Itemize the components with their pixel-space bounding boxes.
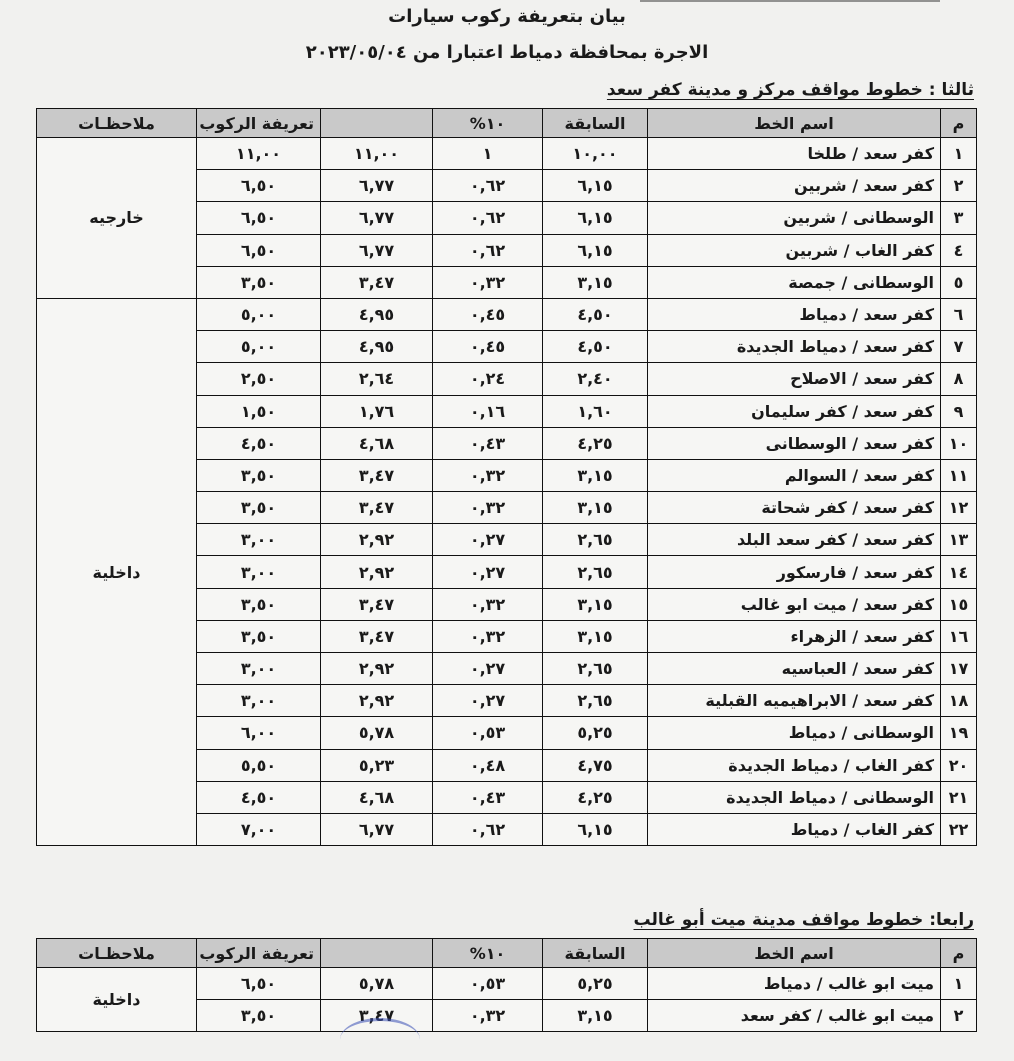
previous-fare: ٣,١٥ bbox=[543, 492, 648, 524]
calculated-fare: ٤,٦٨ bbox=[321, 781, 433, 813]
row-number: ١ bbox=[941, 968, 977, 1000]
new-fare: ٦,٥٠ bbox=[197, 202, 321, 234]
line-name: كفر سعد / الوسطانى bbox=[648, 427, 941, 459]
previous-fare: ٤,٥٠ bbox=[543, 331, 648, 363]
line-name: كفر سعد / الابراهيميه القبلية bbox=[648, 685, 941, 717]
ten-percent-value: ٠,٤٥ bbox=[433, 298, 543, 330]
calculated-fare: ٦,٧٧ bbox=[321, 234, 433, 266]
ten-percent-value: ٠,٦٢ bbox=[433, 813, 543, 845]
new-fare: ٦,٥٠ bbox=[197, 968, 321, 1000]
notes-cell: داخلية bbox=[37, 968, 197, 1032]
previous-fare: ٢,٦٥ bbox=[543, 524, 648, 556]
ten-percent-value: ٠,٤٣ bbox=[433, 781, 543, 813]
new-fare: ٣,٥٠ bbox=[197, 1000, 321, 1032]
line-name: كفر سعد / فارسكور bbox=[648, 556, 941, 588]
ten-percent-value: ٠,١٦ bbox=[433, 395, 543, 427]
calculated-fare: ٥,٧٨ bbox=[321, 717, 433, 749]
calculated-fare: ٦,٧٧ bbox=[321, 813, 433, 845]
line-name: كفر سعد / كفر سليمان bbox=[648, 395, 941, 427]
previous-fare: ١,٦٠ bbox=[543, 395, 648, 427]
calculated-fare: ٥,٧٨ bbox=[321, 968, 433, 1000]
table-header-row bbox=[37, 939, 977, 968]
row-number: ١١ bbox=[941, 459, 977, 491]
ten-percent-value: ٠,٤٣ bbox=[433, 427, 543, 459]
col-header-no: م bbox=[941, 939, 977, 968]
row-number: ١٢ bbox=[941, 492, 977, 524]
previous-fare: ٦,١٥ bbox=[543, 202, 648, 234]
line-name: كفر سعد / كفر شحاتة bbox=[648, 492, 941, 524]
calculated-fare: ٣,٤٧ bbox=[321, 266, 433, 298]
line-name: الوسطانى / شربين bbox=[648, 202, 941, 234]
line-name: كفر سعد / دمياط الجديدة bbox=[648, 331, 941, 363]
col-header-calculated bbox=[321, 109, 433, 138]
new-fare: ٣,٥٠ bbox=[197, 588, 321, 620]
calculated-fare: ٤,٦٨ bbox=[321, 427, 433, 459]
calculated-fare: ٥,٢٣ bbox=[321, 749, 433, 781]
new-fare: ٢,٥٠ bbox=[197, 363, 321, 395]
calculated-fare: ٤,٩٥ bbox=[321, 298, 433, 330]
new-fare: ٤,٥٠ bbox=[197, 427, 321, 459]
new-fare: ٥,٠٠ bbox=[197, 298, 321, 330]
table-row bbox=[37, 968, 977, 1000]
section-4-heading: رابعا: خطوط مواقف مدينة ميت أبو غالب bbox=[633, 910, 974, 930]
row-number: ٢ bbox=[941, 1000, 977, 1032]
row-number: ١٣ bbox=[941, 524, 977, 556]
previous-fare: ٦,١٥ bbox=[543, 813, 648, 845]
col-header-ten-percent: ١٠% bbox=[433, 939, 543, 968]
new-fare: ٥,٠٠ bbox=[197, 331, 321, 363]
line-name: كفر سعد / شربين bbox=[648, 170, 941, 202]
row-number: ١٦ bbox=[941, 620, 977, 652]
new-fare: ٦,٠٠ bbox=[197, 717, 321, 749]
calculated-fare: ٢,٩٢ bbox=[321, 556, 433, 588]
previous-fare: ٤,٢٥ bbox=[543, 781, 648, 813]
new-fare: ٣,٠٠ bbox=[197, 653, 321, 685]
previous-fare: ٢,٦٥ bbox=[543, 685, 648, 717]
document-title: بيان بتعريفة ركوب سيارات bbox=[388, 6, 626, 27]
col-header-ten-percent: ١٠% bbox=[433, 109, 543, 138]
calculated-fare: ٦,٧٧ bbox=[321, 170, 433, 202]
col-header-previous: السابقة bbox=[543, 939, 648, 968]
previous-fare: ٦,١٥ bbox=[543, 234, 648, 266]
row-number: ٣ bbox=[941, 202, 977, 234]
previous-fare: ٤,٧٥ bbox=[543, 749, 648, 781]
line-name: ميت ابو غالب / كفر سعد bbox=[648, 1000, 941, 1032]
ten-percent-value: ٠,٦٢ bbox=[433, 234, 543, 266]
calculated-fare: ٢,٩٢ bbox=[321, 685, 433, 717]
calculated-fare: ٢,٩٢ bbox=[321, 524, 433, 556]
calculated-fare: ٤,٩٥ bbox=[321, 331, 433, 363]
row-number: ٦ bbox=[941, 298, 977, 330]
row-number: ٢١ bbox=[941, 781, 977, 813]
previous-fare: ٤,٥٠ bbox=[543, 298, 648, 330]
row-number: ١٠ bbox=[941, 427, 977, 459]
table-row bbox=[37, 298, 977, 330]
line-name: كفر سعد / طلخا bbox=[648, 138, 941, 170]
table-body bbox=[37, 968, 977, 1032]
ten-percent-value: ٠,٢٧ bbox=[433, 685, 543, 717]
row-number: ١٨ bbox=[941, 685, 977, 717]
ten-percent-value: ٠,٤٨ bbox=[433, 749, 543, 781]
col-header-fare: تعريفة الركوب bbox=[197, 109, 321, 138]
ten-percent-value: ٠,٢٧ bbox=[433, 556, 543, 588]
calculated-fare: ١١,٠٠ bbox=[321, 138, 433, 170]
ten-percent-value: ٠,٣٢ bbox=[433, 266, 543, 298]
ten-percent-value: ١ bbox=[433, 138, 543, 170]
previous-fare: ١٠,٠٠ bbox=[543, 138, 648, 170]
calculated-fare: ٢,٩٢ bbox=[321, 653, 433, 685]
line-name: كفر سعد / الزهراء bbox=[648, 620, 941, 652]
previous-fare: ٥,٢٥ bbox=[543, 968, 648, 1000]
previous-fare: ٣,١٥ bbox=[543, 266, 648, 298]
new-fare: ١١,٠٠ bbox=[197, 138, 321, 170]
row-number: ٥ bbox=[941, 266, 977, 298]
calculated-fare: ٦,٧٧ bbox=[321, 202, 433, 234]
new-fare: ٦,٥٠ bbox=[197, 234, 321, 266]
col-header-previous: السابقة bbox=[543, 109, 648, 138]
ten-percent-value: ٠,٦٢ bbox=[433, 170, 543, 202]
new-fare: ٥,٥٠ bbox=[197, 749, 321, 781]
ten-percent-value: ٠,٤٥ bbox=[433, 331, 543, 363]
new-fare: ٣,٠٠ bbox=[197, 556, 321, 588]
notes-cell: خارجيه bbox=[37, 138, 197, 299]
row-number: ٤ bbox=[941, 234, 977, 266]
col-header-fare: تعريفة الركوب bbox=[197, 939, 321, 968]
col-header-calculated bbox=[321, 939, 433, 968]
calculated-fare: ٣,٤٧ bbox=[321, 588, 433, 620]
previous-fare: ٥,٢٥ bbox=[543, 717, 648, 749]
col-header-line-name: اسم الخط bbox=[648, 939, 941, 968]
line-name: كفر الغاب / دمياط الجديدة bbox=[648, 749, 941, 781]
row-number: ٢٠ bbox=[941, 749, 977, 781]
new-fare: ٣,٥٠ bbox=[197, 266, 321, 298]
new-fare: ٣,٥٠ bbox=[197, 459, 321, 491]
row-number: ١٩ bbox=[941, 717, 977, 749]
line-name: كفر الغاب / دمياط bbox=[648, 813, 941, 845]
calculated-fare: ٣,٤٧ bbox=[321, 620, 433, 652]
new-fare: ٤,٥٠ bbox=[197, 781, 321, 813]
row-number: ٨ bbox=[941, 363, 977, 395]
document-subtitle: الاجرة بمحافظة دمياط اعتبارا من ٢٠٢٣/٠٥/٠٤ bbox=[305, 42, 709, 63]
previous-fare: ٢,٦٥ bbox=[543, 556, 648, 588]
notes-cell: داخلية bbox=[37, 298, 197, 845]
section-3-heading: ثالثا : خطوط مواقف مركز و مدينة كفر سعد bbox=[606, 80, 974, 100]
col-header-notes: ملاحظـات bbox=[37, 109, 197, 138]
line-name: الوسطانى / جمصة bbox=[648, 266, 941, 298]
line-name: كفر سعد / كفر سعد البلد bbox=[648, 524, 941, 556]
ten-percent-value: ٠,٦٢ bbox=[433, 202, 543, 234]
calculated-fare: ٣,٤٧ bbox=[321, 492, 433, 524]
table-body bbox=[37, 138, 977, 846]
new-fare: ٣,٥٠ bbox=[197, 620, 321, 652]
row-number: ١٧ bbox=[941, 653, 977, 685]
row-number: ١٤ bbox=[941, 556, 977, 588]
line-name: ميت ابو غالب / دمياط bbox=[648, 968, 941, 1000]
line-name: كفر سعد / العباسيه bbox=[648, 653, 941, 685]
ten-percent-value: ٠,٣٢ bbox=[433, 620, 543, 652]
previous-fare: ٢,٤٠ bbox=[543, 363, 648, 395]
ten-percent-value: ٠,٣٢ bbox=[433, 492, 543, 524]
previous-fare: ٣,١٥ bbox=[543, 459, 648, 491]
previous-fare: ٦,١٥ bbox=[543, 170, 648, 202]
previous-fare: ٣,١٥ bbox=[543, 1000, 648, 1032]
row-number: ٩ bbox=[941, 395, 977, 427]
ten-percent-value: ٠,٢٧ bbox=[433, 524, 543, 556]
line-name: كفر سعد / دمياط bbox=[648, 298, 941, 330]
table-header-row bbox=[37, 109, 977, 138]
new-fare: ٣,٠٠ bbox=[197, 685, 321, 717]
fare-table-kafr-saad bbox=[36, 108, 977, 846]
ten-percent-value: ٠,٣٢ bbox=[433, 459, 543, 491]
calculated-fare: ١,٧٦ bbox=[321, 395, 433, 427]
row-number: ٢٢ bbox=[941, 813, 977, 845]
ten-percent-value: ٠,٣٢ bbox=[433, 1000, 543, 1032]
line-name: كفر الغاب / شربين bbox=[648, 234, 941, 266]
previous-fare: ٢,٦٥ bbox=[543, 653, 648, 685]
stamp-mark bbox=[340, 1018, 420, 1061]
ten-percent-value: ٠,٢٧ bbox=[433, 653, 543, 685]
line-name: كفر سعد / السوالم bbox=[648, 459, 941, 491]
new-fare: ٣,٠٠ bbox=[197, 524, 321, 556]
row-number: ١٥ bbox=[941, 588, 977, 620]
col-header-line-name: اسم الخط bbox=[648, 109, 941, 138]
new-fare: ٦,٥٠ bbox=[197, 170, 321, 202]
ten-percent-value: ٠,٥٣ bbox=[433, 968, 543, 1000]
row-number: ١ bbox=[941, 138, 977, 170]
line-name: كفر سعد / ميت ابو غالب bbox=[648, 588, 941, 620]
previous-fare: ٣,١٥ bbox=[543, 588, 648, 620]
col-header-notes: ملاحظـات bbox=[37, 939, 197, 968]
row-number: ٧ bbox=[941, 331, 977, 363]
new-fare: ٣,٥٠ bbox=[197, 492, 321, 524]
ten-percent-value: ٠,٢٤ bbox=[433, 363, 543, 395]
line-name: الوسطانى / دمياط bbox=[648, 717, 941, 749]
table-row bbox=[37, 138, 977, 170]
col-header-no: م bbox=[941, 109, 977, 138]
line-name: الوسطانى / دمياط الجديدة bbox=[648, 781, 941, 813]
previous-fare: ٤,٢٥ bbox=[543, 427, 648, 459]
calculated-fare: ٣,٤٧ bbox=[321, 1000, 433, 1032]
calculated-fare: ٣,٤٧ bbox=[321, 459, 433, 491]
line-name: كفر سعد / الاصلاح bbox=[648, 363, 941, 395]
ten-percent-value: ٠,٣٢ bbox=[433, 588, 543, 620]
calculated-fare: ٢,٦٤ bbox=[321, 363, 433, 395]
ten-percent-value: ٠,٥٣ bbox=[433, 717, 543, 749]
row-number: ٢ bbox=[941, 170, 977, 202]
new-fare: ٧,٠٠ bbox=[197, 813, 321, 845]
new-fare: ١,٥٠ bbox=[197, 395, 321, 427]
fare-table-mit-abu-ghaleb bbox=[36, 938, 977, 1032]
previous-fare: ٣,١٥ bbox=[543, 620, 648, 652]
